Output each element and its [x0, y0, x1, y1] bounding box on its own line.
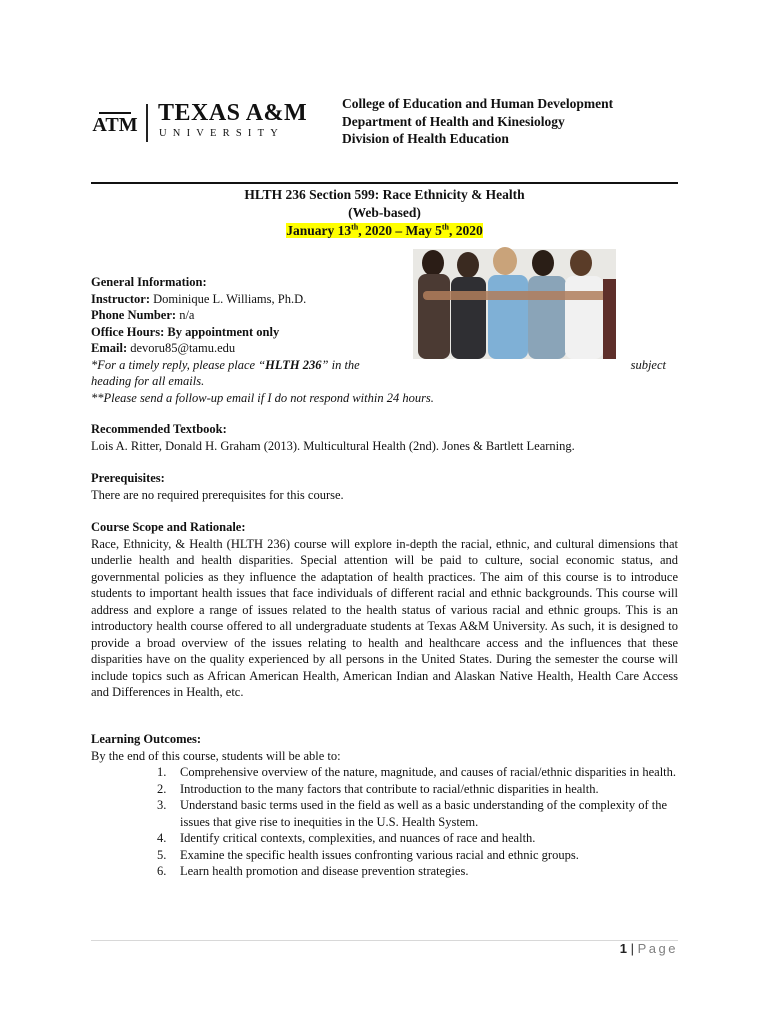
list-number: 5.: [157, 847, 167, 862]
college-info: [342, 95, 613, 148]
list-number: 1.: [157, 765, 167, 779]
instructor-row: [91, 291, 678, 308]
note-text-c: ” in the: [321, 357, 360, 372]
note-text-d: subject: [630, 357, 666, 372]
university-logo: [92, 100, 316, 144]
prereq-text: There are no required prerequisites for this course.: [91, 487, 344, 502]
email-value[interactable]: devoru85@tamu.edu: [127, 341, 236, 355]
email-row: [91, 340, 678, 357]
list-item: [157, 764, 678, 781]
logo-subtitle: UNIVERSITY: [159, 128, 284, 139]
list-text: Introduction to the many factors that contribute to racial/ethnic disparities in health.: [180, 781, 599, 796]
logo-name: TEXAS A&M: [158, 100, 308, 126]
logo-divider: [146, 104, 148, 142]
end-date-suffix: th: [441, 222, 449, 232]
phone-label: Phone Number:: [91, 308, 177, 322]
scope-heading: Course Scope and Rationale:: [91, 520, 246, 534]
textbook-section: [91, 421, 678, 454]
start-date: January 13: [286, 223, 352, 238]
end-date: , 2020: [449, 223, 483, 238]
list-number: 6.: [157, 864, 167, 878]
list-item: [157, 830, 678, 847]
course-format: (Web-based): [348, 205, 421, 220]
note-course-code: HLTH 236: [265, 357, 322, 372]
general-info-heading: General Information:: [91, 275, 207, 289]
list-number: 4.: [157, 831, 167, 845]
scope-section: [91, 519, 678, 701]
outcomes-heading: Learning Outcomes:: [91, 732, 202, 746]
instructor-label: Instructor:: [91, 291, 151, 306]
dates-highlight: [286, 223, 483, 238]
list-text: Identify critical contexts, complexities, and nuances of race and health.: [180, 831, 536, 845]
scope-text: Race, Ethnicity, & Health (HLTH 236) course will explore in-depth the racial, ethnic, and cultural dimensions that underlie health and health disparities. Special attention will be paid to culture, social economic status, and governmental policies as they influence the adaptation of health practices. The aim of this course is to introduce students to important health issues that face individuals of different racial and ethnic backgrounds. This course will address and explore a range of issues related to the health status of various racial and ethnic groups. This is an introductory health course offered to all undergraduate students at Texas A&M University. As such, it is designed to provide a broad overview of the issues relating to health and healthcare access and the influences that these disparities have on the quality experienced by all persons in the United States. During the semester the course will include topics such as African American Health, American Indian and Alaskan Native Health, Health Care Access and Differences in Health, etc.: [91, 536, 678, 699]
list-item: [157, 847, 678, 864]
page-number-value: 1: [619, 941, 628, 956]
email-note-1: [91, 357, 678, 374]
textbook-text: Lois A. Ritter, Donald H. Graham (2013). Multicultural Health (2nd). Jones & Bartlett Learning.: [91, 438, 575, 453]
atm-logo-icon: [92, 104, 138, 142]
outcomes-section: [91, 731, 678, 880]
svg-text:ATM: ATM: [92, 114, 138, 136]
office-hours: Office Hours: By appointment only: [91, 324, 280, 339]
division-line: Division of Health Education: [342, 131, 509, 146]
list-text: Understand basic terms used in the field as well as a basic understanding of the complexity of the issues that give rise to inequities in the U.S. Health System.: [180, 798, 668, 829]
textbook-heading: Recommended Textbook:: [91, 422, 227, 436]
page-separator: |: [627, 941, 638, 956]
list-item: [157, 797, 678, 830]
page-label: Page: [637, 941, 678, 956]
list-text: Learn health promotion and disease prevention strategies.: [180, 864, 469, 878]
phone-value: n/a: [176, 308, 195, 322]
list-text: Examine the specific health issues confronting various racial and ethnic groups.: [180, 847, 579, 862]
college-line: College of Education and Human Development: [342, 96, 614, 111]
start-date-suffix: th: [351, 222, 359, 232]
date-range-mid: , 2020 – May 5: [358, 223, 442, 238]
page-number: [560, 941, 678, 956]
list-item: [157, 781, 678, 798]
phone-row: [91, 307, 678, 324]
email-note-1-cont: heading for all emails.: [91, 374, 205, 388]
list-number: 2.: [157, 781, 167, 796]
outcomes-intro: By the end of this course, students will be able to:: [91, 748, 341, 763]
department-line: Department of Health and Kinesiology: [342, 113, 565, 129]
list-item: [157, 863, 678, 880]
course-title-block: [91, 186, 678, 240]
email-label: Email:: [91, 341, 128, 355]
course-dates: [91, 222, 678, 240]
email-note-2: **Please send a follow-up email if I do not respond within 24 hours.: [91, 390, 434, 405]
course-title: HLTH 236 Section 599: Race Ethnicity & Health: [244, 187, 525, 202]
prereq-section: [91, 470, 678, 503]
note-text-a: *For a timely reply, please place “: [91, 357, 266, 372]
outcomes-list: [157, 764, 678, 880]
list-number: 3.: [157, 798, 167, 812]
instructor-value: Dominique L. Williams, Ph.D.: [150, 291, 307, 306]
list-text: Comprehensive overview of the nature, magnitude, and causes of racial/ethnic disparities in health.: [180, 765, 677, 779]
header-rule: [91, 182, 678, 184]
prereq-heading: Prerequisites:: [91, 471, 165, 485]
general-info-section: [91, 274, 678, 406]
